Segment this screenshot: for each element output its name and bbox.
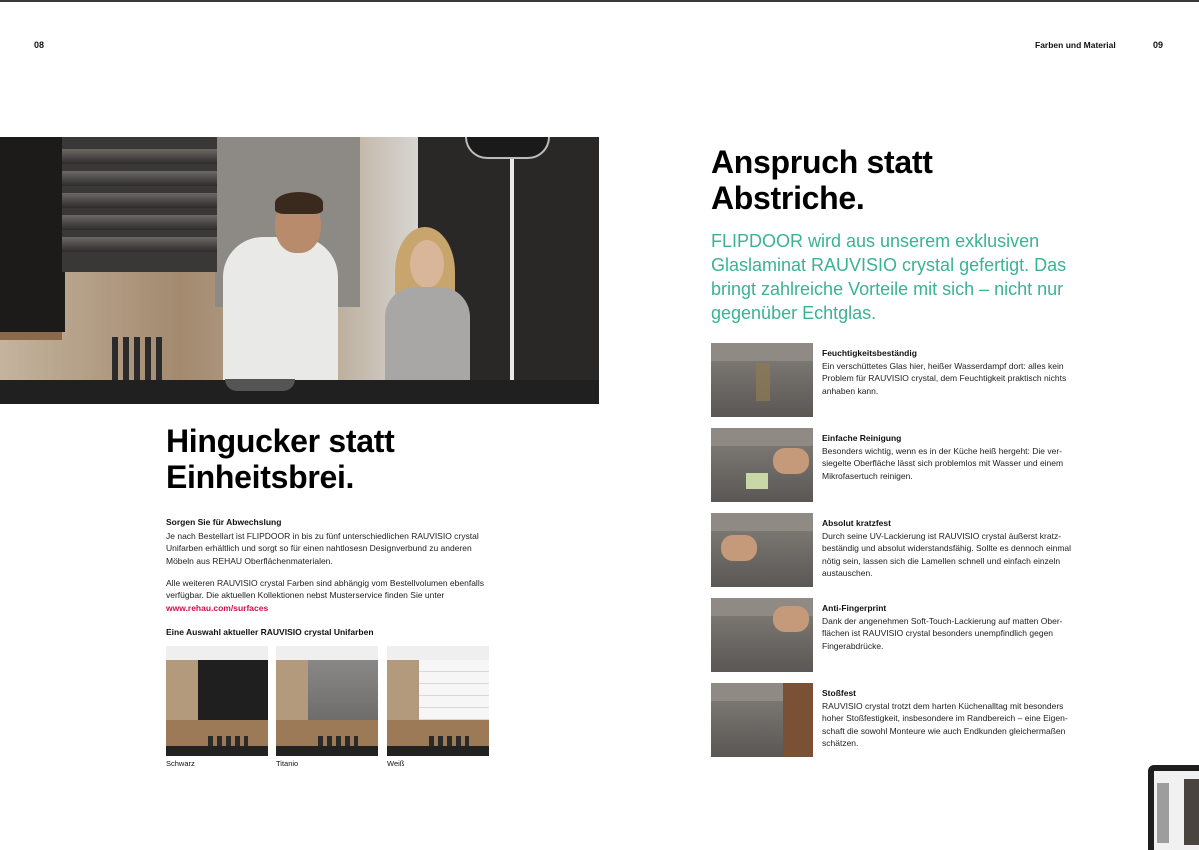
tablet-device-image xyxy=(1148,765,1199,850)
heading-left xyxy=(166,423,394,495)
kitchen-hero-photo xyxy=(0,137,599,404)
surfaces-link[interactable]: www.rehau.com/surfaces xyxy=(166,602,269,613)
swatch-image-titanio xyxy=(276,646,378,756)
selection-title: Eine Auswahl aktueller RAUVISIO crystal Unifarben xyxy=(166,627,374,637)
feature-image-cleaning xyxy=(711,428,813,502)
page-number-right: 09 xyxy=(1153,40,1164,50)
feature-text-scratch: Durch seine UV-Lackierung ist RAUVISIO crystal äußerst kratz-beständig und absolut widerstandsfähig. Sollte es dennoch einmal nötig sein, lassen sich die Lamellen schnell und einfach einzeln austauschen. xyxy=(822,531,1072,579)
page-number-left: 08 xyxy=(34,40,45,50)
feature-image-fingerprint xyxy=(711,598,813,672)
swatch-label-titanio: Titanio xyxy=(276,759,299,768)
feature-image-impact xyxy=(711,683,813,757)
heading-right xyxy=(711,144,933,216)
swatch-image-schwarz xyxy=(166,646,268,756)
swatch-label-weiss: Weiß xyxy=(387,759,405,768)
feature-image-scratch xyxy=(711,513,813,587)
swatch-label-schwarz: Schwarz xyxy=(166,759,195,768)
variety-paragraph: Je nach Bestellart ist FLIPDOOR in bis zu fünf unterschiedlichen RAUVISIO crystal Unifarben erhältlich und sorgt so für einen nahtlosesn Designverbund zu anderen Möbeln aus REHAU Oberflächenmaterialen. xyxy=(166,531,479,566)
availability-paragraph xyxy=(166,577,496,614)
feature-text-cleaning: Besonders wichtig, wenn es in der Küche heiß hergeht: Die ver-siegelte Oberfläche lässt sich problemlos mit Wasser und einem Mikrofasertuch reinigen. xyxy=(822,446,1064,481)
feature-title-scratch: Absolut kratzfest xyxy=(822,518,891,528)
lead-paragraph: FLIPDOOR wird aus unserem exklusiven Glaslaminat RAUVISIO crystal gefertigt. Das bringt zahlreiche Vorteile mit sich – nicht nur gegenüber Echtglas. xyxy=(711,231,1067,323)
feature-image-moisture xyxy=(711,343,813,417)
feature-text-impact: RAUVISIO crystal trotzt dem harten Küchenalltag mit besonders hoher Stoßfestigkeit, insbesondere im Randbereich – eine Eigen-schaft die sowohl Monteure wie auch Endkunden gleichermaßen schätzen. xyxy=(822,701,1068,749)
heading-right-line2: Abstriche. xyxy=(711,180,865,216)
feature-text-moisture: Ein verschüttetes Glas hier, heißer Wasserdampf dort: alles kein Problem für RAUVISIO crystal, dem Feuchtigkeit praktisch nichts anhaben kann. xyxy=(822,361,1067,396)
section-label: Farben und Material xyxy=(1035,40,1116,50)
heading-left-line1: Hingucker statt xyxy=(166,423,395,459)
heading-left-line2: Einheitsbrei. xyxy=(166,459,355,495)
feature-title-impact: Stoßfest xyxy=(822,688,856,698)
variety-subtitle: Sorgen Sie für Abwechslung xyxy=(166,517,282,527)
heading-right-line1: Anspruch statt xyxy=(711,144,933,180)
feature-text-fingerprint: Dank der angenehmen Soft-Touch-Lackierung auf matten Ober-flächen ist RAUVISIO crystal besonders unempfindlich gegen Fingerabdrücke. xyxy=(822,616,1063,651)
swatch-image-weiss xyxy=(387,646,489,756)
feature-title-moisture: Feuchtigkeitsbeständig xyxy=(822,348,917,358)
top-rule xyxy=(0,0,1199,2)
feature-title-cleaning: Einfache Reinigung xyxy=(822,433,902,443)
feature-title-fingerprint: Anti-Fingerprint xyxy=(822,603,887,613)
availability-text: Alle weiteren RAUVISIO crystal Farben sind abhängig vom Bestellvolumen ebenfalls verfügbar. Die aktuellen Kollektionen nebst Musterservice finden Sie unter xyxy=(166,578,484,601)
